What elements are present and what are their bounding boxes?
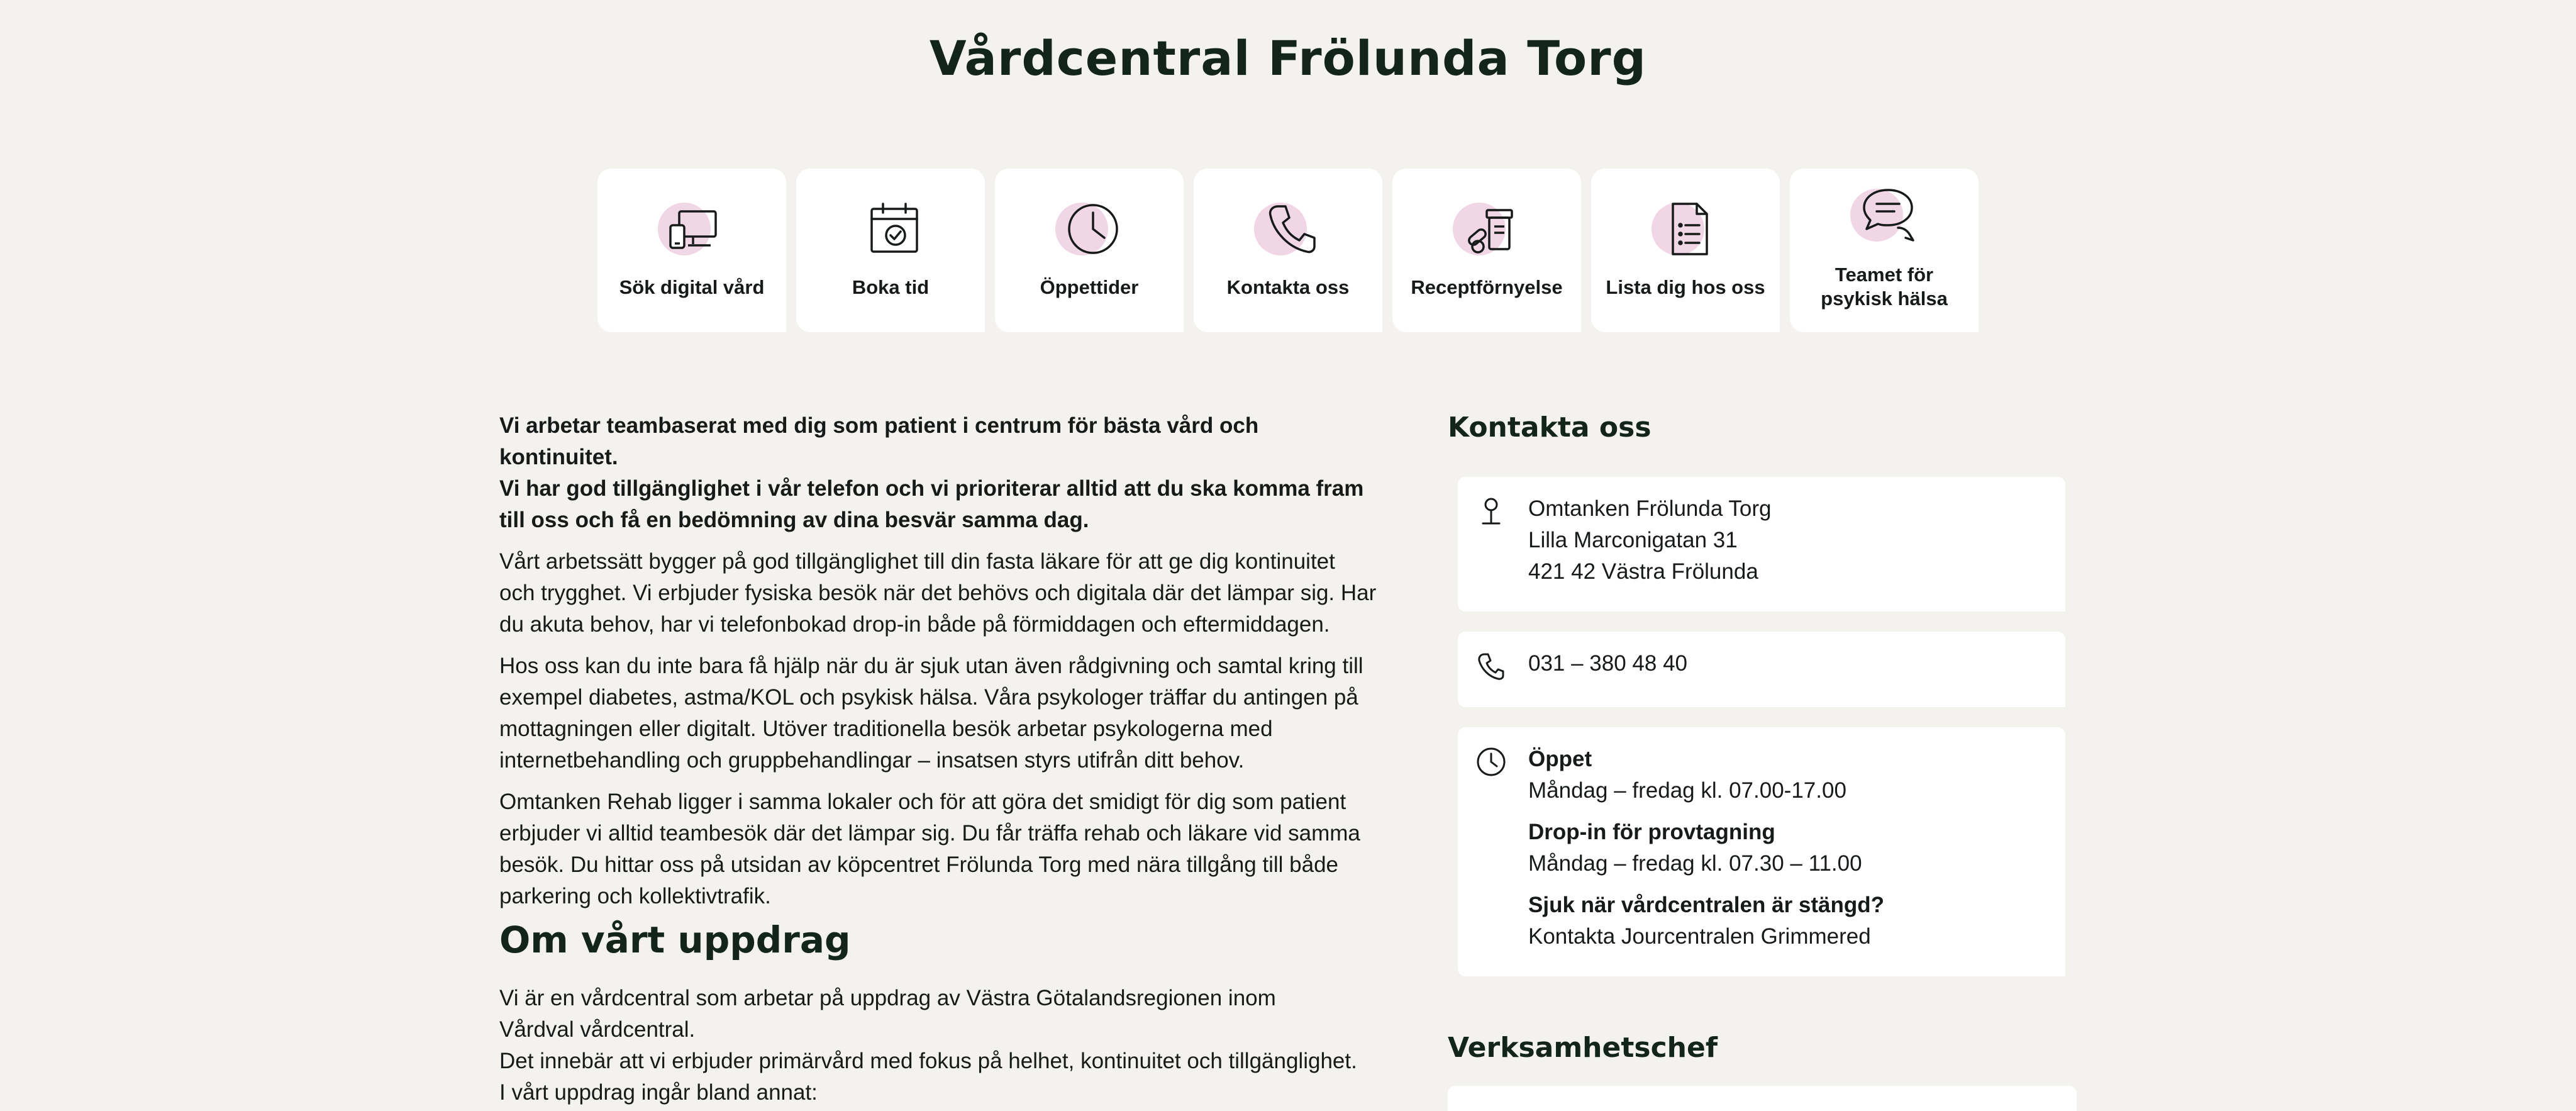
address-card [1458, 477, 2065, 611]
quick-link-opening-hours[interactable] [995, 169, 1184, 332]
address-line: 421 42 Västra Frölunda [1528, 559, 1758, 584]
phone-card [1458, 632, 2065, 707]
text-line: ligger i samma lokaler och för att göra det smidigt för dig som patient [672, 790, 1346, 814]
quick-link-mental-health[interactable] [1790, 169, 1979, 332]
after-hours [1528, 890, 2065, 952]
text-line: Vårdval vårdcentral. [499, 1017, 696, 1042]
quick-link-label: Lista dig hos oss [1606, 276, 1765, 298]
pills-icon [1453, 198, 1521, 265]
text-line: till oss och få en bedömning av dina besvär samma dag. [499, 508, 1089, 532]
text-line: och trygghet. Vi erbjuder fysiska besök när det behövs och digitala där det lämpar sig. Har [499, 581, 1377, 605]
dropin-label: Drop-in för provtagning [1528, 820, 1775, 844]
quick-link-book-time[interactable] [796, 169, 985, 332]
quick-link-contact[interactable] [1194, 169, 1382, 332]
open-hours-value: Måndag – fredag kl. 07.00-17.00 [1528, 778, 1846, 803]
dropin-hours [1528, 817, 2065, 879]
rehab-link[interactable]: Omtanken Rehab [499, 790, 672, 814]
text-line: Det innebär att vi erbjuder primärvård med fokus på helhet, kontinuitet och tillgänglighet. [499, 1049, 1357, 1073]
calendar-check-icon [857, 198, 924, 265]
phone-icon [1475, 650, 1507, 682]
address-line: Lilla Marconigatan 31 [1528, 528, 1738, 552]
text-line: Vi arbetar teambaserat med dig som patient i centrum för bästa vård och kontinuitet. [499, 413, 1259, 469]
text-line: Vårt arbetssätt bygger på god tillgänglighet till din fasta läkare för att ge dig kontinuitet [499, 549, 1335, 574]
text-line: mottagningen eller digitalt. Utöver traditionella besök arbetar psykologerna med [499, 717, 1273, 741]
text-line: besök. Du hittar oss på utsidan av köpcentret Frölunda Torg med nära tillgång till både [499, 852, 1339, 877]
intro-paragraph-2 [499, 650, 1380, 776]
contact-heading: Kontakta oss [1448, 411, 1652, 444]
quick-link-label: Sök digital vård [619, 276, 765, 298]
quick-link-label-line1: Teamet för [1835, 264, 1934, 286]
quick-link-digital-care[interactable] [597, 169, 786, 332]
quick-link-prescription[interactable] [1392, 169, 1581, 332]
open-hours [1528, 744, 2065, 807]
location-pin-icon [1475, 496, 1507, 527]
quick-link-label: Boka tid [852, 276, 930, 298]
text-line: internetbehandling och gruppbehandlingar – insatsen styrs utifrån ditt behov. [499, 748, 1245, 773]
text-line: Vi har god tillgänglighet i vår telefon och vi prioriterar alltid att du ska komma fram [499, 476, 1364, 501]
address-line: Omtanken Frölunda Torg [1528, 496, 1772, 521]
clock-icon [1475, 746, 1507, 778]
document-list-icon [1652, 198, 1719, 265]
intro-text [499, 410, 1380, 922]
quick-link-label [1790, 263, 1979, 311]
mission-text [499, 983, 1380, 1108]
open-label: Öppet [1528, 747, 1592, 771]
quick-link-label: Receptförnyelse [1411, 276, 1563, 298]
text-line: du akuta behov, har vi telefonbokad drop-in både på förmiddagen och eftermiddagen. [499, 612, 1330, 637]
devices-icon [658, 198, 726, 265]
text-line: I vårt uppdrag ingår bland annat: [499, 1080, 818, 1105]
quick-link-label: Kontakta oss [1226, 276, 1350, 298]
intro-paragraph-3 [499, 786, 1380, 912]
text-line: Hos oss kan du inte bara få hjälp när du är sjuk utan även rådgivning och samtal kring till [499, 654, 1363, 678]
phone-number[interactable]: 031 – 380 48 40 [1528, 651, 1688, 676]
hours-card [1458, 727, 2065, 976]
text-line: parkering och kollektivtrafik. [499, 884, 771, 908]
text-line: exempel diabetes, astma/KOL och psykisk hälsa. Våra psykologer träffar du antingen på [499, 685, 1358, 710]
quick-link-label-line2: psykisk hälsa [1821, 288, 1948, 310]
text-line: Vi är en vårdcentral som arbetar på uppdrag av Västra Götalandsregionen inom [499, 986, 1276, 1010]
quick-link-register[interactable] [1591, 169, 1780, 332]
intro-paragraph-1 [499, 546, 1380, 640]
quick-links [597, 169, 1981, 332]
quick-link-label: Öppettider [1040, 276, 1139, 298]
chat-bubbles-icon [1850, 184, 1918, 252]
phone-icon [1254, 198, 1322, 265]
closed-label: Sjuk när vårdcentralen är stängd? [1528, 893, 1885, 917]
manager-heading: Verksamhetschef [1448, 1032, 1718, 1064]
text-line: erbjuder vi alltid teambesök där det lämpar sig. Du får träffa rehab och läkare vid samma [499, 821, 1360, 846]
manager-card [1448, 1086, 2077, 1111]
mission-heading: Om vårt uppdrag [499, 918, 851, 961]
dropin-hours-value: Måndag – fredag kl. 07.30 – 11.00 [1528, 851, 1862, 876]
intro-lead [499, 410, 1380, 536]
closed-text: Kontakta Jourcentralen Grimmered [1528, 924, 1871, 949]
page-title: Vårdcentral Frölunda Torg [929, 30, 1647, 86]
clock-icon [1055, 198, 1123, 265]
